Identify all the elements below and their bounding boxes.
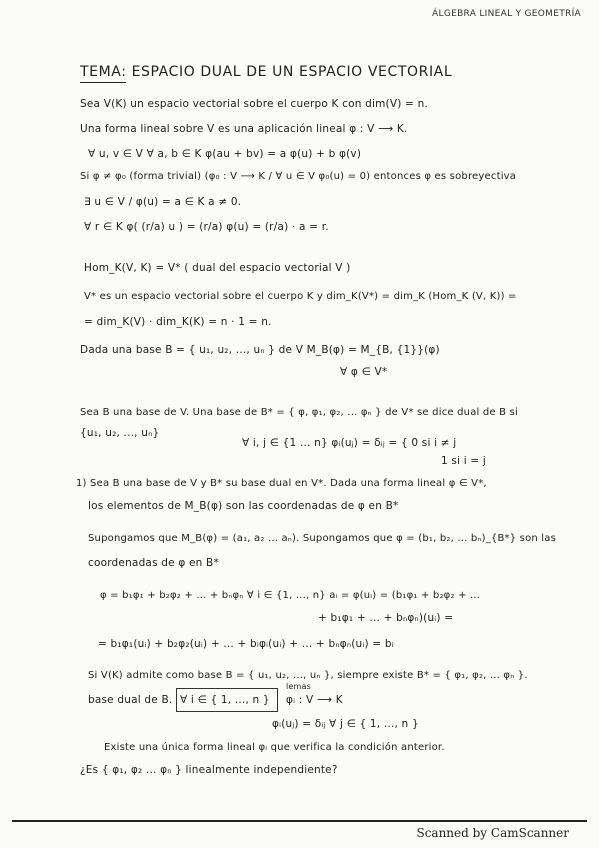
line-28: Existe una única forma lineal φᵢ que verifica la condición anterior. <box>104 742 445 753</box>
line-16: 1) Sea B una base de V y B* su base dual en V*. Dada una forma lineal φ ∈ V*, <box>76 478 487 489</box>
line-26: φᵢ : V ⟶ K <box>286 694 343 706</box>
line-19: coordenadas de φ en B* <box>88 557 219 569</box>
line-11: ∀ φ ∈ V* <box>340 366 388 378</box>
line-21: + b₁φ₁ + ... + bₙφₙ)(uᵢ) = <box>318 612 454 624</box>
course-header: ÁLGEBRA LINEAL Y GEOMETRÍA <box>432 9 581 19</box>
line-18: Supongamos que M_B(φ) = (a₁, a₂ ... aₙ). Supongamos que φ = (b₁, b₂, ... bₙ)_{B*} son las <box>88 533 557 544</box>
line-24: base dual de B. <box>88 694 173 706</box>
footer-rule <box>12 820 587 822</box>
line-20: φ = b₁φ₁ + b₂φ₂ + ... + bₙφₙ ∀ i ∈ {1, ..., n} aᵢ = φ(uᵢ) = (b₁φ₁ + b₂φ₂ + ... <box>100 590 481 601</box>
annotation-small: lemas <box>286 682 312 691</box>
line-4: Si φ ≠ φ₀ (forma trivial) (φ₀ : V ⟶ K / ∀ u ∈ V φ₀(u) = 0) entonces φ es sobreyectiva <box>80 171 517 182</box>
line-27: φᵢ(uⱼ) = δᵢⱼ ∀ j ∈ { 1, ..., n } <box>272 718 419 730</box>
line-1: Sea V(K) un espacio vectorial sobre el cuerpo K con dim(V) = n. <box>80 98 428 110</box>
line-5: ∃ u ∈ V / φ(u) = a ∈ K a ≠ 0. <box>84 196 242 208</box>
title-underline <box>80 82 126 83</box>
scanner-watermark: Scanned by CamScanner <box>416 826 569 840</box>
line-25: ∀ i ∈ { 1, ..., n } <box>180 694 270 706</box>
page-title: TEMA: ESPACIO DUAL DE UN ESPACIO VECTORIAL <box>80 64 453 80</box>
line-8: V* es un espacio vectorial sobre el cuerpo K y dim_K(V*) = dim_K (Hom_K (V, K)) = <box>84 291 517 302</box>
line-22: = b₁φ₁(uᵢ) + b₂φ₂(uᵢ) + ... + bᵢφᵢ(uᵢ) + ... + bₙφₙ(uᵢ) = bᵢ <box>98 638 394 650</box>
line-10: Dada una base B = { u₁, u₂, ..., uₙ } de V M_B(φ) = M_{B, {1}}(φ) <box>80 344 440 356</box>
line-9: = dim_K(V) · dim_K(K) = n · 1 = n. <box>84 316 272 328</box>
line-13: {u₁, u₂, ..., uₙ} <box>80 427 160 439</box>
line-6: ∀ r ∈ K φ( (r/a) u ) = (r/a) φ(u) = (r/a) · a = r. <box>84 221 329 233</box>
line-7: Hom_K(V, K) = V* ( dual del espacio vectorial V ) <box>84 262 351 274</box>
line-29: ¿Es { φ₁, φ₂ ... φₙ } linealmente independiente? <box>80 764 338 776</box>
line-12: Sea B una base de V. Una base de B* = { φ, φ₁, φ₂, ... φₙ } de V* se dice dual de B si <box>80 407 518 418</box>
line-15: 1 si i = j <box>441 455 487 467</box>
line-14: ∀ i, j ∈ {1 ... n} φᵢ(uⱼ) = δᵢⱼ = { 0 si i ≠ j <box>242 437 457 449</box>
line-2: Una forma lineal sobre V es una aplicación lineal φ : V ⟶ K. <box>80 123 408 135</box>
line-17: los elementos de M_B(φ) son las coordenadas de φ en B* <box>88 500 399 512</box>
line-23: Si V(K) admite como base B = { u₁, u₂, ..., uₙ }, siempre existe B* = { φ₁, φ₂, ... φₙ }. <box>88 670 528 681</box>
line-3: ∀ u, v ∈ V ∀ a, b ∈ K φ(au + bv) = a φ(u) + b φ(v) <box>88 148 362 160</box>
